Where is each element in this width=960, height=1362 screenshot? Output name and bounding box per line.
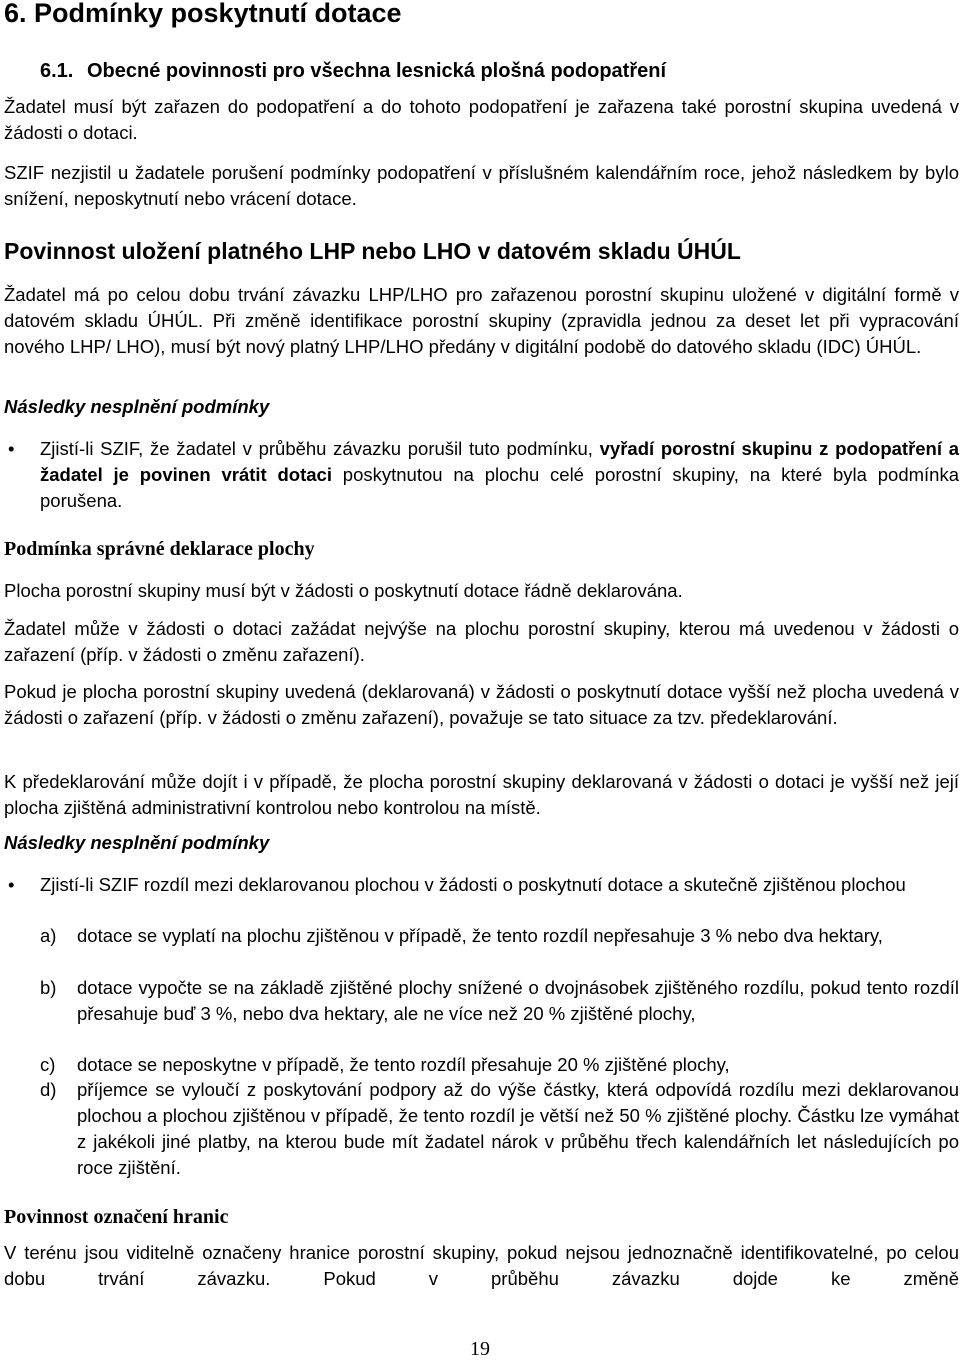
bullet-icon: • (8, 874, 15, 895)
area-consequence-text: Zjistí-li SZIF rozdíl mezi deklarovanou plochou v žádosti o poskytnutí dotace a skutečně zjištěnou plochou (40, 874, 906, 895)
area-paragraph-3: Pokud je plocha porostní skupiny uvedená (deklarovaná) v žádosti o poskytnutí dotace vyšší než plocha uvedená v žádosti o zařazení (příp. v žádosti o změnu zařazení), považuje se tato situace za tzv. předeklarování. (4, 681, 959, 728)
page-number: 19 (470, 1338, 490, 1360)
area-heading: Podmínka správné deklarace plochy (4, 538, 315, 560)
lhp-consequence-text (40, 436, 959, 514)
intro-paragraph-2: SZIF nezjistil u žadatele porušení podmínky podopatření v příslušném kalendářním roce, jehož následkem by bylo snížení, neposkytnutí nebo vrácení dotace. (4, 162, 959, 209)
list-item-label: d) (40, 1079, 57, 1100)
area-paragraph-4: K předeklarování může dojít i v případě, že plocha porostní skupiny deklarovaná v žádosti o dotaci je vyšší než její plocha zjištěná administrativní kontrolou nebo kontrolou na místě. (4, 771, 959, 818)
area-consequences-heading: Následky nesplnění podmínky (4, 832, 270, 853)
area-paragraph-2: Žadatel může v žádosti o dotaci zažádat nejvýše na plochu porostní skupiny, kterou má uvedenou v žádosti o zařazení (příp. v žádosti o změnu zařazení). (4, 618, 959, 665)
lhp-consequence-text-b: poskytnutou na plochu celé porostní skupiny, na které byla podmínka porušena. (40, 464, 960, 511)
list-item-text: dotace se vyplatí na plochu zjištěnou v případě, že tento rozdíl nepřesahuje 3 % nebo dva hektary, (77, 925, 883, 946)
lhp-paragraph: Žadatel má po celou dobu trvání závazku LHP/LHO pro zařazenou porostní skupinu uložené v digitální formě v datovém skladu ÚHÚL. Při změně identifikace porostní skupiny (zpravidla jednou za deset let při vypracování nového LHP/ LHO), musí být nový platný LHP/LHO předány v digitální podobě do datového skladu (IDC) ÚHÚL. (4, 284, 959, 357)
section-title: 6. Podmínky poskytnutí dotace (4, 0, 402, 28)
list-item-text: dotace se neposkytne v případě, že tento rozdíl přesahuje 20 % zjištěné plochy, (77, 1054, 730, 1075)
subsection-heading (40, 60, 666, 83)
list-item-text: dotace vypočte se na základě zjištěné plochy snížené o dvojnásobek zjištěného rozdílu, pokud tento rozdíl přesahuje buď 3 %, nebo dva hektary, ale ne více než 20 % zjištěné plochy, (77, 977, 959, 1024)
lhp-consequences-heading: Následky nesplnění podmínky (4, 396, 270, 417)
list-item-text: příjemce se vyloučí z poskytování podpory až do výše částky, která odpovídá rozdílu mezi deklarovanou plochou a plochou zjištěnou v případě, že tento rozdíl je větší než 50 % zjištěné plochy. Částku lze vymáhat z jakékoli jiné platby, na kterou bude mít žadatel nárok v průběhu třech kalendářních let následujících po roce zjištění. (77, 1079, 959, 1178)
lhp-heading: Povinnost uložení platného LHP nebo LHO v datovém skladu ÚHÚL (4, 238, 741, 264)
lhp-consequence-text-a: Zjistí-li SZIF, že žadatel v průběhu závazku porušil tuto podmínku, (40, 438, 600, 459)
border-heading: Povinnost označení hranic (4, 1206, 229, 1228)
list-item-label: c) (40, 1054, 56, 1075)
bullet-icon: • (8, 438, 15, 459)
subsection-number: 6.1. (40, 60, 74, 82)
subsection-title: Obecné povinnosti pro všechna lesnická plošná podopatření (87, 60, 667, 82)
border-paragraph: V terénu jsou viditelně označeny hranice porostní skupiny, pokud nejsou jednoznačně identifikovatelné, po celou dobu trvání závazku. Pokud v průběhu závazku dojde ke změně (4, 1242, 959, 1289)
list-item-label: b) (40, 977, 57, 998)
list-item-label: a) (40, 925, 57, 946)
area-paragraph-1: Plocha porostní skupiny musí být v žádosti o poskytnutí dotace řádně deklarována. (4, 580, 683, 601)
lhp-consequence-text-bold: vyřadí porostní skupinu z podopatření a žadatel je povinen vrátit dotaci (40, 438, 959, 485)
intro-paragraph-1: Žadatel musí být zařazen do podopatření a do tohoto podopatření je zařazena také porostní skupina uvedená v žádosti o dotaci. (4, 96, 959, 143)
